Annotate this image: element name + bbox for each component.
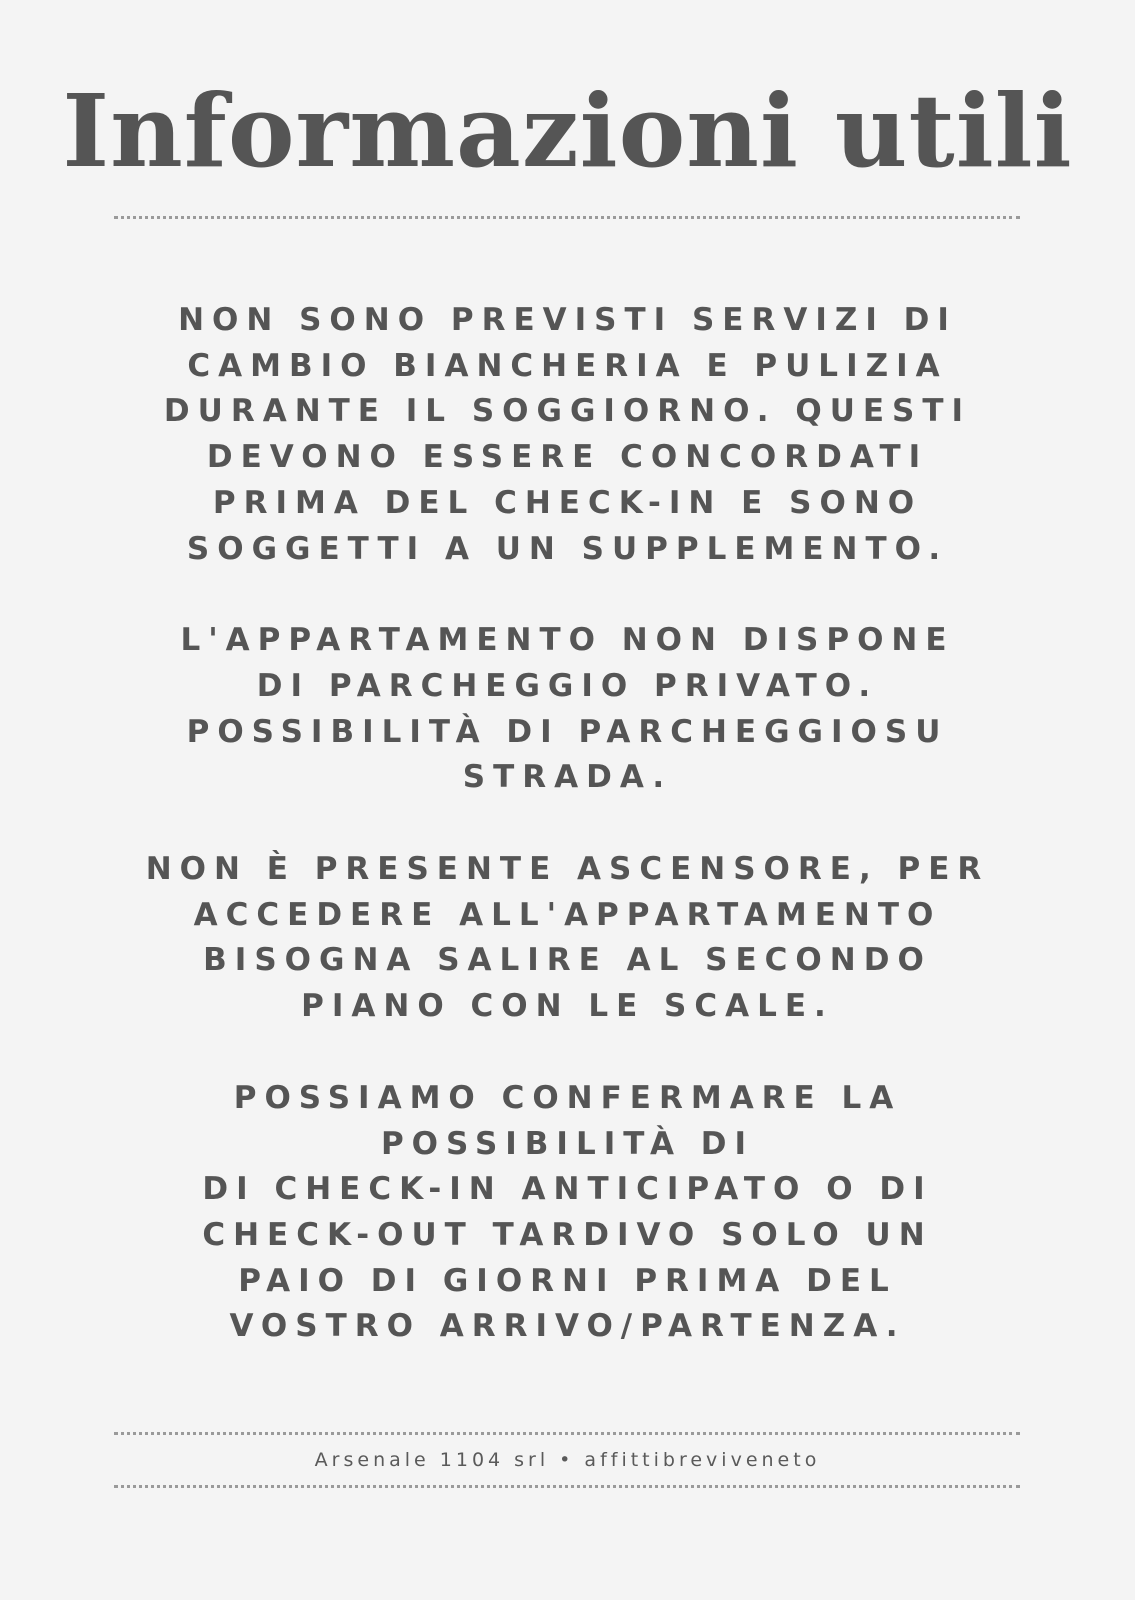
info-line: PRIMA DEL CHECK-IN E SONO [212,484,923,521]
dotted-divider-footer-top [114,1432,1020,1435]
info-line: PAIO DI GIORNI PRIMA DEL [238,1262,897,1299]
dotted-divider-top [114,216,1020,219]
info-line: DEVONO ESSERE CONCORDATI [206,439,929,476]
info-line: POSSIBILITÀ DI PARCHEGGIOSU [186,713,949,750]
info-paragraph-parking [60,618,1075,801]
info-line: NON È PRESENTE ASCENSORE, PER [145,851,990,888]
info-line: L'APPARTAMENTO NON DISPONE [180,622,955,659]
info-line: PIANO CON LE SCALE. [301,988,834,1025]
info-line: ACCEDERE ALL'APPARTAMENTO [193,896,942,933]
info-line: VOSTRO ARRIVO/PARTENZA. [229,1308,906,1345]
dotted-divider-footer-bottom [114,1485,1020,1488]
info-line: DURANTE IL SOGGIORNO. QUESTI [163,393,972,430]
info-paragraph-linen-cleaning [60,298,1075,572]
info-line: CAMBIO BIANCHERIA E PULIZIA [187,347,948,384]
info-line: POSSIAMO CONFERMARE LA [233,1079,902,1116]
info-line: CHECK-OUT TARDIVO SOLO UN [202,1216,933,1253]
footer-credit: Arsenale 1104 srl • affittibreviveneto [314,1449,821,1471]
info-line: STRADA. [462,759,673,796]
info-line: POSSIBILITÀ DI [380,1125,755,1162]
info-line: BISOGNA SALIRE AL SECONDO [203,942,932,979]
info-body [60,298,1075,1350]
info-line: NON SONO PREVISTI SERVIZI DI [178,302,957,338]
info-paragraph-checkin-checkout [60,1076,1075,1350]
info-line: DI CHECK-IN ANTICIPATO O DI [202,1171,933,1208]
page-title: Informazioni utili [62,72,1073,190]
info-paragraph-elevator [60,847,1075,1030]
info-line: DI PARCHEGGIO PRIVATO. [256,667,879,704]
info-line: SOGGETTI A UN SUPPLEMENTO. [186,530,949,567]
